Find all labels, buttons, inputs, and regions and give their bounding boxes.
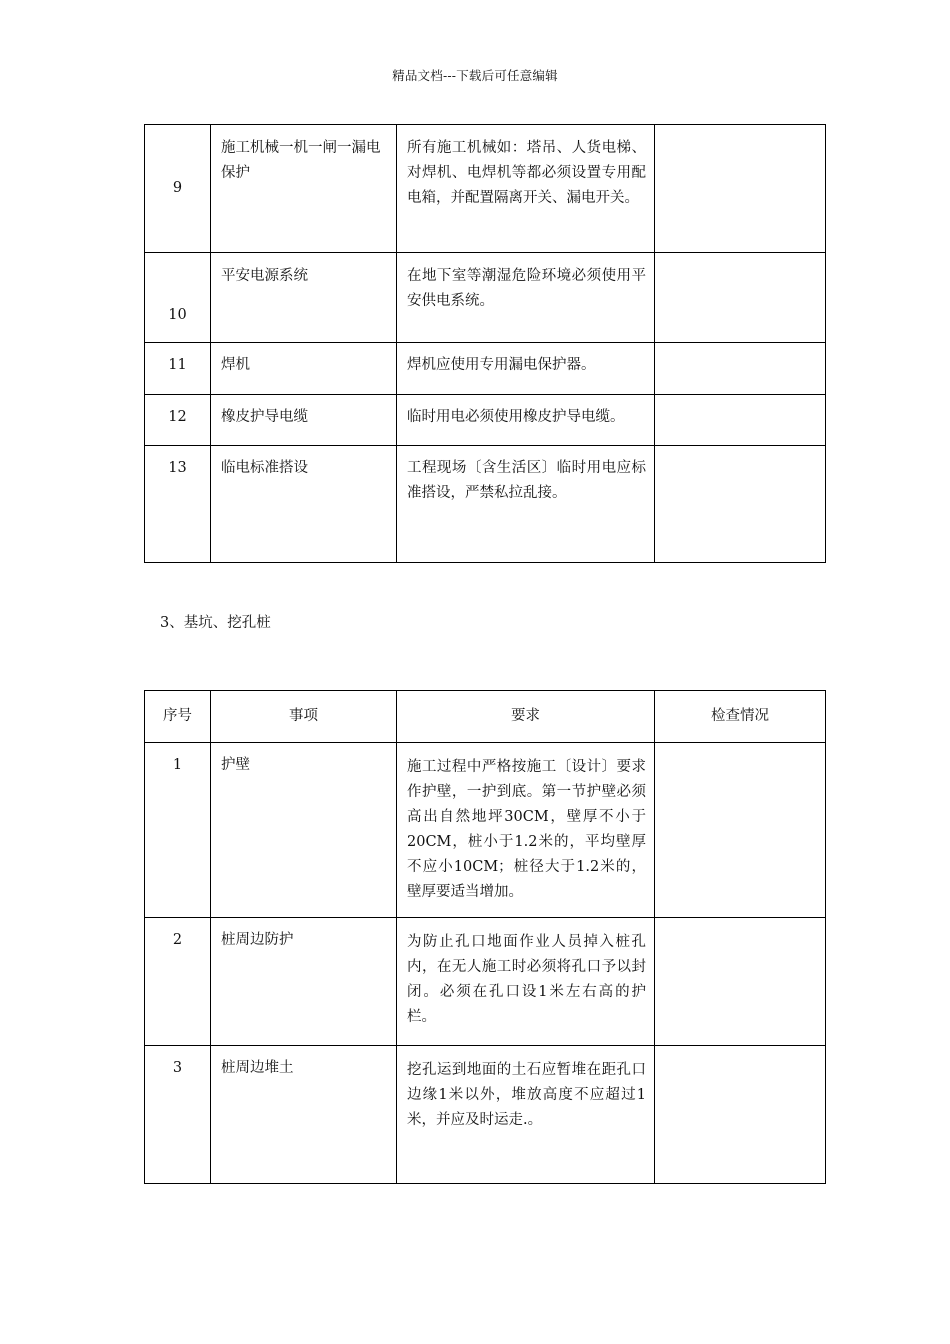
table-row: [145, 918, 826, 1046]
row-item: 桩周边堆土: [211, 1046, 397, 1184]
row-number: 13: [145, 446, 211, 563]
row-item: 桩周边防护: [211, 918, 397, 1046]
table-row: [145, 743, 826, 918]
row-check: [655, 918, 826, 1046]
row-item: 临电标准搭设: [211, 446, 397, 563]
row-check: [655, 1046, 826, 1184]
row-number: 9: [145, 125, 211, 253]
row-number: 3: [145, 1046, 211, 1184]
row-check: [655, 253, 826, 343]
row-requirement: 在地下室等潮湿危险环境必须使用平安供电系统。: [397, 253, 655, 343]
row-item: 焊机: [211, 343, 397, 395]
row-requirement: 临时用电必须使用橡皮护导电缆。: [397, 395, 655, 446]
row-check: [655, 395, 826, 446]
row-item: 橡皮护导电缆: [211, 395, 397, 446]
row-requirement: 所有施工机械如：塔吊、人货电梯、对焊机、电焊机等都必须设置专用配电箱，并配置隔离开关、漏电开关。: [397, 125, 655, 253]
row-requirement: 施工过程中严格按施工〔设计〕要求作护壁，一护到底。第一节护壁必须高出自然地坪30CM，壁厚不小于20CM，桩小于1.2米的，平均壁厚不应小10CM；桩径大于1.2米的，壁厚要适当增加。: [397, 743, 655, 918]
electrical-safety-table: [144, 124, 826, 563]
row-item: 护壁: [211, 743, 397, 918]
row-requirement: 工程现场〔含生活区〕临时用电应标准搭设，严禁私拉乱接。: [397, 446, 655, 563]
row-item: 施工机械一机一闸一漏电保护: [211, 125, 397, 253]
table-row: [145, 446, 826, 563]
row-item: 平安电源系统: [211, 253, 397, 343]
row-check: [655, 125, 826, 253]
header-requirement: 要求: [397, 691, 655, 743]
table-row: [145, 343, 826, 395]
row-number: 2: [145, 918, 211, 1046]
row-number: 12: [145, 395, 211, 446]
table-row: [145, 253, 826, 343]
row-requirement: 焊机应使用专用漏电保护器。: [397, 343, 655, 395]
table-row: [145, 125, 826, 253]
header-number: 序号: [145, 691, 211, 743]
header-check: 检查情况: [655, 691, 826, 743]
row-requirement: 为防止孔口地面作业人员掉入桩孔内，在无人施工时必须将孔口予以封闭。必须在孔口设1米左右高的护栏。: [397, 918, 655, 1046]
row-check: [655, 743, 826, 918]
row-number: 11: [145, 343, 211, 395]
page-header: 精品文档---下载后可任意编辑: [392, 68, 558, 83]
table-row: [145, 1046, 826, 1184]
row-requirement: 挖孔运到地面的土石应暂堆在距孔口边缘1米以外，堆放高度不应超过1米，并应及时运走.。: [397, 1046, 655, 1184]
table-header-row: [145, 691, 826, 743]
row-number: 1: [145, 743, 211, 918]
row-check: [655, 343, 826, 395]
header-item: 事项: [211, 691, 397, 743]
row-number: 10: [145, 253, 211, 343]
row-check: [655, 446, 826, 563]
section-heading: 3、基坑、挖孔桩: [160, 615, 271, 631]
foundation-pit-table: [144, 690, 826, 1184]
table-row: [145, 395, 826, 446]
